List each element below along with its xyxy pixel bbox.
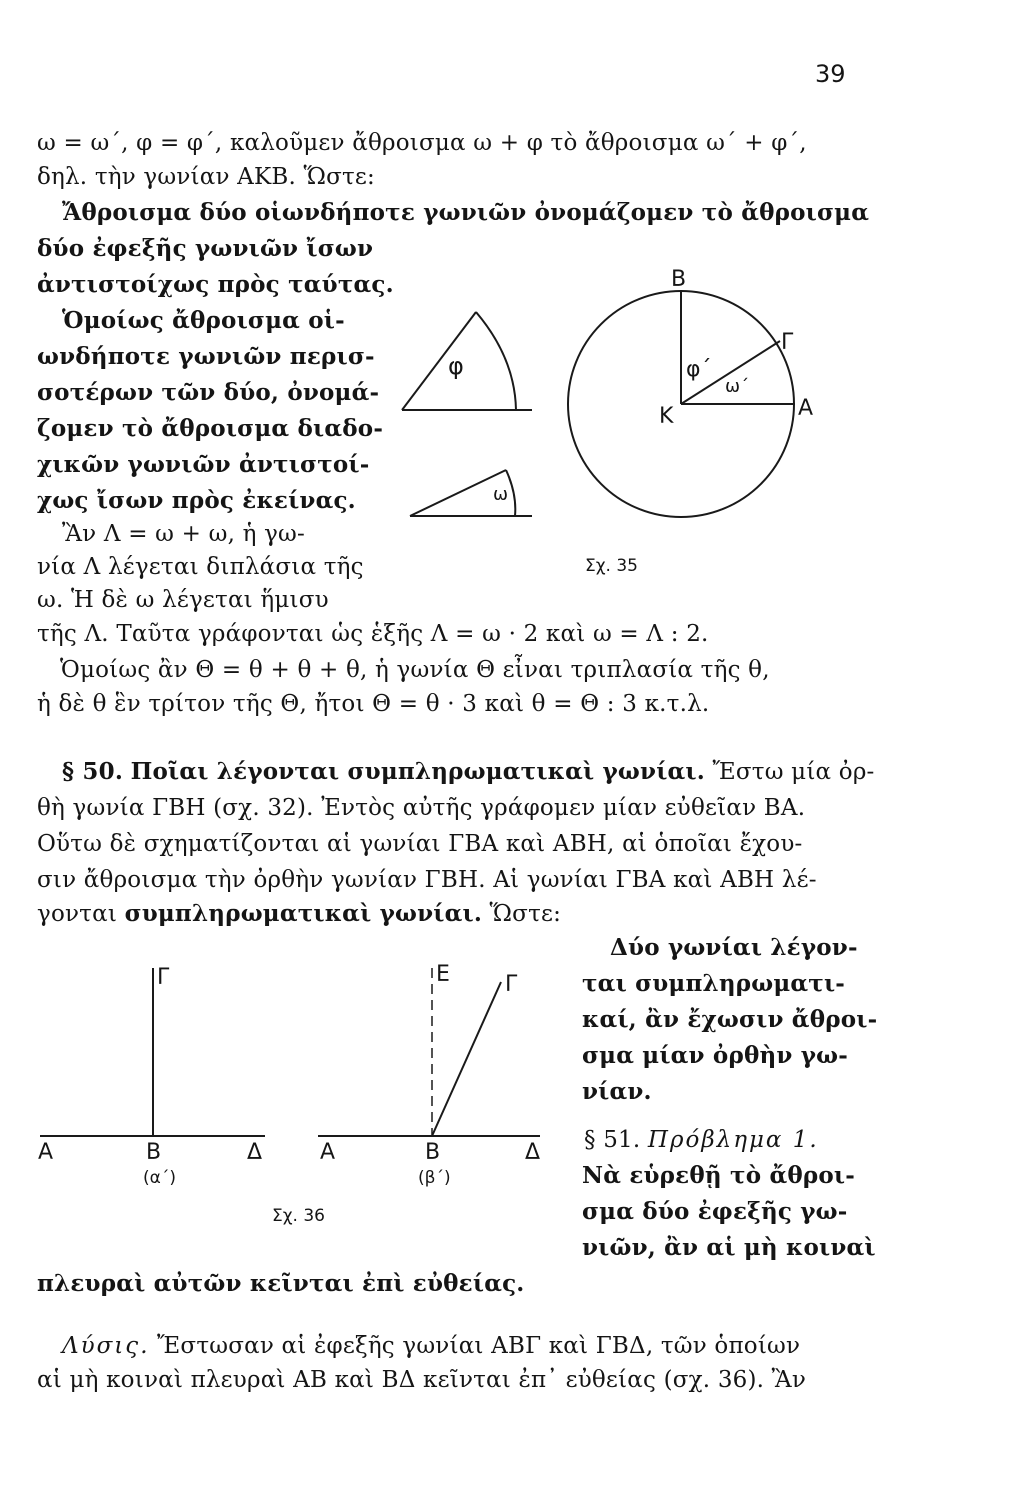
fig36b-label-g: Γ [505,972,518,997]
definition-line: Δύο γωνίαι λέγον- [610,934,858,961]
text-line: ω. Ἡ δὲ ω λέγεται ἥμισυ [37,587,329,613]
section-50-title: Ποῖαι λέγονται συμπληρωματικαὶ γωνίαι. [130,758,705,785]
fig36b-label-e: Ε [436,962,450,987]
definition-line: Ὁμοίως ἄθροισμα οἱ- [62,307,345,334]
figure-36-caption: Σχ. 36 [272,1206,326,1226]
solution-line [62,1332,800,1360]
definition-line: καί, ἂν ἔχωσιν ἄθροι- [582,1006,878,1033]
text-line: δηλ. τὴν γωνίαν ΑΚΒ. Ὥστε: [37,164,375,190]
text-line: ω = ω΄, φ = φ΄, καλοῦμεν ἄθροισμα ω + φ τὸ ἄθροισμα ω΄ + φ΄, [37,130,807,156]
text-run-bold: συμπληρωματικαὶ γωνίαι. [124,900,483,927]
text-line: αἱ μὴ κοιναὶ πλευραὶ ΑΒ καὶ ΒΔ κεῖνται ἐπ᾽ εὐθείας (σχ. 36). Ἂν [37,1367,807,1393]
angle-phi-label: φ [448,352,464,380]
fig36b-tag: (β΄) [418,1168,451,1188]
problem-line: νιῶν, ἂν αἱ μὴ κοιναὶ [582,1234,876,1261]
section-50-text: Ἔστω μία ὀρ- [712,759,875,785]
text-line: τῆς Λ. Ταῦτα γράφονται ὡς ἑξῆς Λ = ω · 2 καὶ ω = Λ : 2. [37,621,709,647]
problem-line: πλευραὶ αὐτῶν κεῖνται ἐπὶ εὐθείας. [37,1270,525,1297]
definition-line: ζομεν τὸ ἄθροισμα διαδο- [37,415,384,442]
text-line: Ὁμοίως ἂν Θ = θ + θ + θ, ἡ γωνία Θ εἶναι τριπλασία τῆς θ, [60,657,770,683]
fig36b-line-bg [432,982,501,1136]
section-51-title: Πρόβλημα 1. [647,1127,819,1153]
definition-line: δύο ἐφεξῆς γωνιῶν ἴσων [37,235,374,262]
angle-omega-label: ω [493,484,509,505]
definition-line: χικῶν γωνιῶν ἀντιστοί- [37,451,370,478]
definition-line: ται συμπληρωματι- [582,970,846,997]
fig36b-label-b: Β [425,1140,441,1165]
text-line: σιν ἄθροισμα τὴν ὀρθὴν γωνίαν ΓΒΗ. Αἱ γωνίαι ΓΒΑ καὶ ΑΒΗ λέ- [37,867,817,893]
text-line: θὴ γωνία ΓΒΗ (σχ. 32). Ἐντὸς αὐτῆς γράφομεν μίαν εὐθεῖαν ΒΑ. [37,795,806,821]
definition-line: ἀντιστοίχως πρὸς ταύτας. [37,271,394,298]
text-run: Ὥστε: [489,901,562,927]
fig36a-label-g: Γ [157,965,170,990]
point-b-label: Β [671,267,687,292]
definition-line: σμα μίαν ὀρθὴν γω- [582,1042,849,1069]
text-line: ἡ δὲ θ ἓν τρίτον τῆς Θ, ἤτοι Θ = θ · 3 καὶ θ = Θ : 3 κ.τ.λ. [37,691,710,717]
point-g-label: Γ [781,330,794,355]
point-k-label: Κ [659,404,674,429]
text-run: γονται [37,901,118,927]
fig36b-label-d: Δ [525,1140,541,1165]
text-line: νία Λ λέγεται διπλάσια τῆς [37,554,364,580]
point-a-label: Α [798,396,814,421]
definition-line: Ἄθροισμα δύο οἱωνδήποτε γωνιῶν ὀνομάζομεν τὸ ἄθροισμα [62,199,870,226]
text-line: Οὕτω δὲ σχηματίζονται αἱ γωνίαι ΓΒΑ καὶ ΑΒΗ, αἱ ὁποῖαι ἔχου- [37,831,803,857]
fig36b-label-a: Α [320,1140,336,1165]
section-51-number: § 51. [584,1127,641,1153]
fig36a-label-d: Δ [247,1140,263,1165]
problem-line: Νὰ εὑρεθῇ τὸ ἄθροι- [582,1162,855,1189]
definition-line: χως ἴσων πρὸς ἐκείνας. [37,487,356,514]
problem-line: σμα δύο ἐφεξῆς γω- [582,1198,848,1225]
figure-35-caption: Σχ. 35 [585,556,639,576]
text-run: Ἔστωσαν αἱ ἐφεξῆς γωνίαι ΑΒΓ καὶ ΓΒΔ, τῶν ὁποίων [157,1333,801,1359]
fig36a-tag: (α΄) [143,1168,176,1188]
angle-phi-prime-label: φ΄ [686,357,712,382]
page-number: 39 [815,60,846,88]
angle-omega-prime-label: ω΄ [725,376,750,397]
section-50-number: § 50. [62,758,124,785]
definition-line: σοτέρων τῶν δύο, ὀνομά- [37,379,380,406]
definition-line: ωνδήποτε γωνιῶν περισ- [37,343,375,370]
fig36a-label-a: Α [38,1140,54,1165]
definition-line: νίαν. [582,1078,652,1105]
fig36a-label-b: Β [146,1140,162,1165]
text-line: Ἂν Λ = ω + ω, ἡ γω- [62,521,305,547]
solution-label: Λύσις. [62,1333,150,1359]
